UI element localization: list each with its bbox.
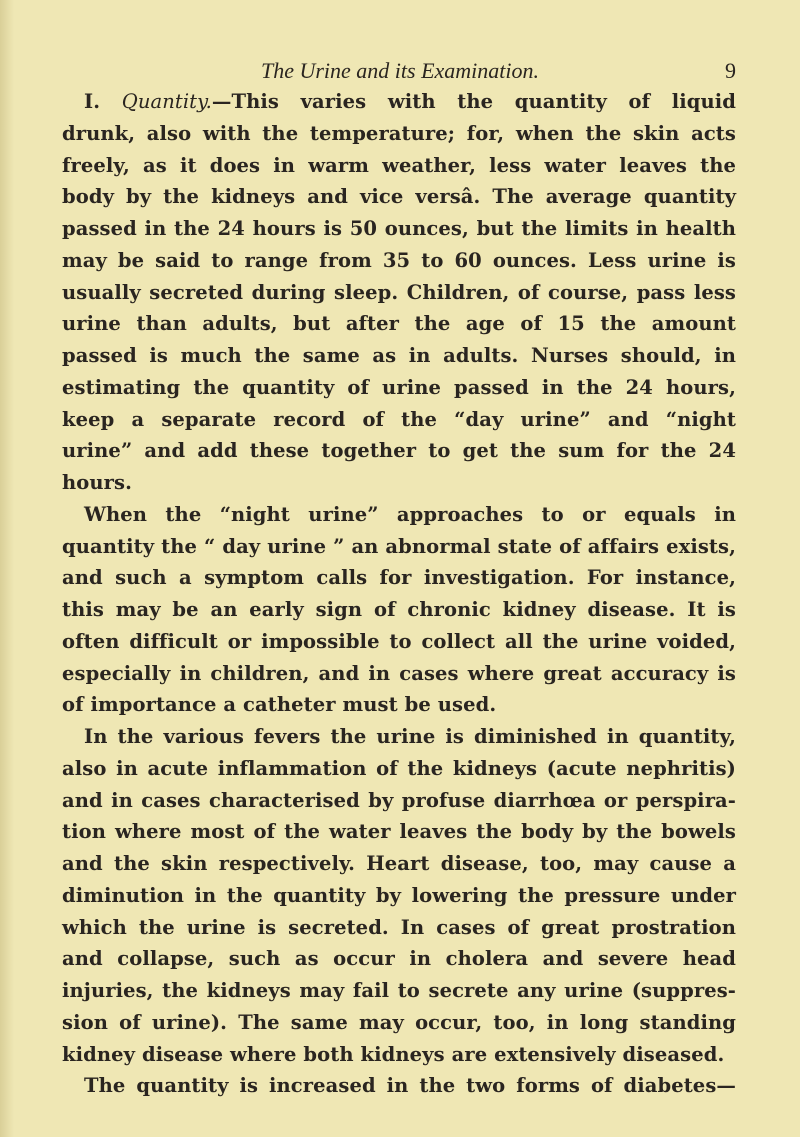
text-line: hours. (62, 471, 133, 494)
text-line: urine than adults, but after the age of 15 the amount (62, 312, 736, 336)
text-line: passed is much the same as in adults. Nurses should, in (62, 344, 736, 367)
section-title: Quantity. (121, 90, 212, 113)
text-line: of importance a catheter must be used. (62, 693, 497, 717)
page-number: 9 (725, 58, 736, 83)
running-title: The Urine and its Examination. (260, 58, 540, 83)
text-line: and collapse, such as occur in cholera and severe head (62, 947, 736, 971)
text-line: The quantity is increased in the two forms of diabetes— (84, 1074, 736, 1098)
text-line: estimating the quantity of urine passed in the 24 hours, (62, 375, 736, 399)
text-line: and the skin respectively. Heart disease, too, may cause a (62, 852, 736, 875)
line-text: —This varies with the quantity of liquid (211, 90, 736, 113)
section-number: I. (84, 90, 101, 113)
text-line: often difficult or impossible to collect all the urine voided, (62, 629, 736, 653)
text-line: tion where most of the water leaves the body by the bowels (62, 820, 736, 844)
text-line: In the various fevers the urine is diminished in quantity, (84, 725, 736, 748)
text-line: and such a symptom calls for investigation. For instance, (62, 566, 736, 590)
page-header (60, 58, 740, 88)
text-line: and in cases characterised by profuse diarrhœa or perspira- (62, 788, 736, 812)
text-line: diminution in the quantity by lowering the pressure under (62, 883, 736, 907)
text-line: body by the kidneys and vice versâ. The average quantity (62, 185, 736, 209)
text-line: kidney disease where both kidneys are extensively diseased. (62, 1042, 725, 1066)
text-line: When the “night urine” approaches to or equals in (84, 502, 736, 526)
text-line: also in acute inflammation of the kidneys (acute nephritis) (62, 756, 736, 780)
text-line: which the urine is secreted. In cases of great prostration (62, 915, 736, 939)
text-line: injuries, the kidneys may fail to secrete any urine (suppres- (62, 979, 736, 1002)
text-line: especially in children, and in cases where great accuracy is (62, 661, 736, 685)
text-line: usually secreted during sleep. Children, of course, pass less (62, 280, 736, 304)
text-line: may be said to range from 35 to 60 ounces. Less urine is (62, 248, 736, 272)
page-edge-shadow (0, 0, 14, 1137)
text-line: quantity the “ day urine ” an abnormal state of affairs exists, (62, 534, 736, 558)
text-line: this may be an early sign of chronic kidney disease. It is (62, 598, 736, 621)
text-line: urine” and add these together to get the sum for the 24 (62, 439, 736, 463)
text-line (62, 86, 736, 118)
text-line: keep a separate record of the “day urine” and “night (62, 407, 736, 431)
text-line: sion of urine). The same may occur, too, in long standing (62, 1010, 736, 1034)
text-line: passed in the 24 hours is 50 ounces, but the limits in health (62, 217, 736, 240)
page-body (62, 86, 736, 1102)
text-line: drunk, also with the temperature; for, when the skin acts (62, 121, 736, 145)
text-line: freely, as it does in warm weather, less water leaves the (62, 153, 736, 177)
